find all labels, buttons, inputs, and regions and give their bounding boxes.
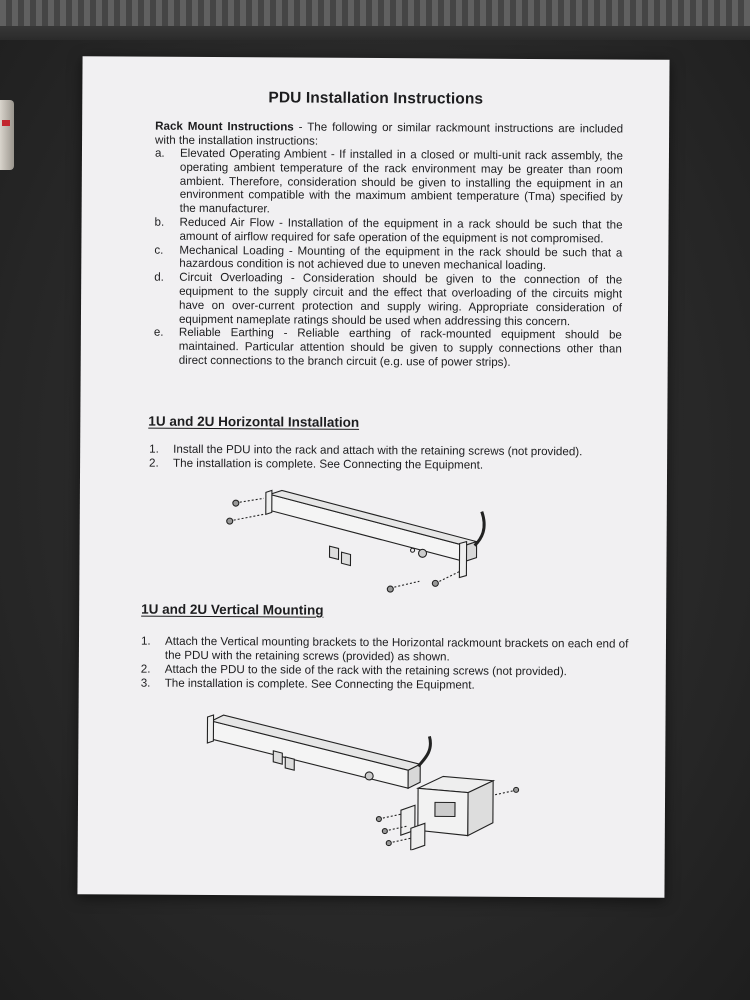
- page-title: PDU Installation Instructions: [268, 89, 484, 108]
- list-item: [141, 677, 631, 694]
- list-item: [149, 457, 629, 474]
- list-item-label: 3.: [140, 676, 151, 690]
- list-item: [154, 243, 622, 273]
- intro-paragraph: [155, 120, 623, 150]
- list-item-label: 2.: [149, 456, 159, 470]
- list-item-label: e.: [153, 326, 164, 340]
- intro-text: - The following or similar rackmount instructions are included with the installation instructions:: [155, 120, 624, 148]
- list-item-label: 1.: [149, 442, 159, 456]
- list-item-text: Mechanical Loading - Mounting of the equipment in the rack should be such that a hazardous condition is not achieved due to uneven mechanical loading.: [179, 243, 623, 273]
- list-item: [154, 271, 622, 329]
- list-item-label: d.: [154, 270, 164, 284]
- rack-mount-list: [154, 147, 623, 371]
- list-item: [154, 216, 622, 246]
- horizontal-heading: 1U and 2U Horizontal Installation: [148, 413, 360, 430]
- pdu-horizontal-diagram-icon: [219, 482, 500, 599]
- list-item-label: b.: [154, 215, 165, 229]
- list-item-label: c.: [154, 243, 164, 257]
- list-item-text: Reliable Earthing - Reliable earthing of rack-mounted equipment should be maintained. Particular attention should be given to supply connections other than direct connections to the branch circuit (e.g. use of power strips).: [178, 326, 622, 369]
- list-item: [155, 147, 623, 219]
- horizontal-steps: [149, 443, 629, 474]
- bubble-wrap: [0, 0, 750, 40]
- list-item: [154, 326, 622, 370]
- list-item-label: 1.: [140, 634, 151, 648]
- list-item-label: 2.: [140, 662, 151, 676]
- list-item-text: Attach the Vertical mounting brackets to the Horizontal rackmount brackets on each end of the PDU with the retaining screws (provided) as shown.: [164, 634, 629, 664]
- list-item-text: Circuit Overloading - Consideration should be given to the connection of the equipment to the supply circuit and the effect that overloading of the circuits might have on over-current protection and supply wiring. Appropriate consideration of equipment nameplate ratings should be used when addressing this concern.: [178, 270, 623, 328]
- list-item-text: Reduced Air Flow - Installation of the equipment in a rack should be such that the amount of airflow required for safe operation of the equipment is not compromised.: [179, 215, 623, 246]
- vertical-steps: [141, 635, 631, 694]
- list-item-label: a.: [154, 146, 165, 160]
- list-item-text: The installation is complete. See Connecting the Equipment.: [173, 456, 484, 472]
- intro-heading: Rack Mount Instructions: [155, 119, 294, 134]
- cable-tie: [0, 100, 14, 170]
- instruction-sheet: [77, 56, 669, 898]
- list-item-text: The installation is complete. See Connecting the Equipment.: [164, 676, 475, 692]
- vertical-heading: 1U and 2U Vertical Mounting: [141, 601, 324, 618]
- list-item-text: Install the PDU into the rack and attach with the retaining screws (not provided).: [173, 442, 583, 459]
- pdu-vertical-diagram-icon: [203, 709, 534, 851]
- list-item-text: Elevated Operating Ambient - If installed in a closed or multi-unit rack assembly, the operating ambient temperature of the rack environment may be greater than room ambient. Therefore, consideration should be given to installing the equipment in an environment compatible with the maximum ambient temperature (Tma) specified by the manufacturer.: [179, 146, 624, 216]
- list-item-text: Attach the PDU to the side of the rack with the retaining screws (not provided).: [164, 662, 567, 679]
- list-item: [141, 635, 631, 666]
